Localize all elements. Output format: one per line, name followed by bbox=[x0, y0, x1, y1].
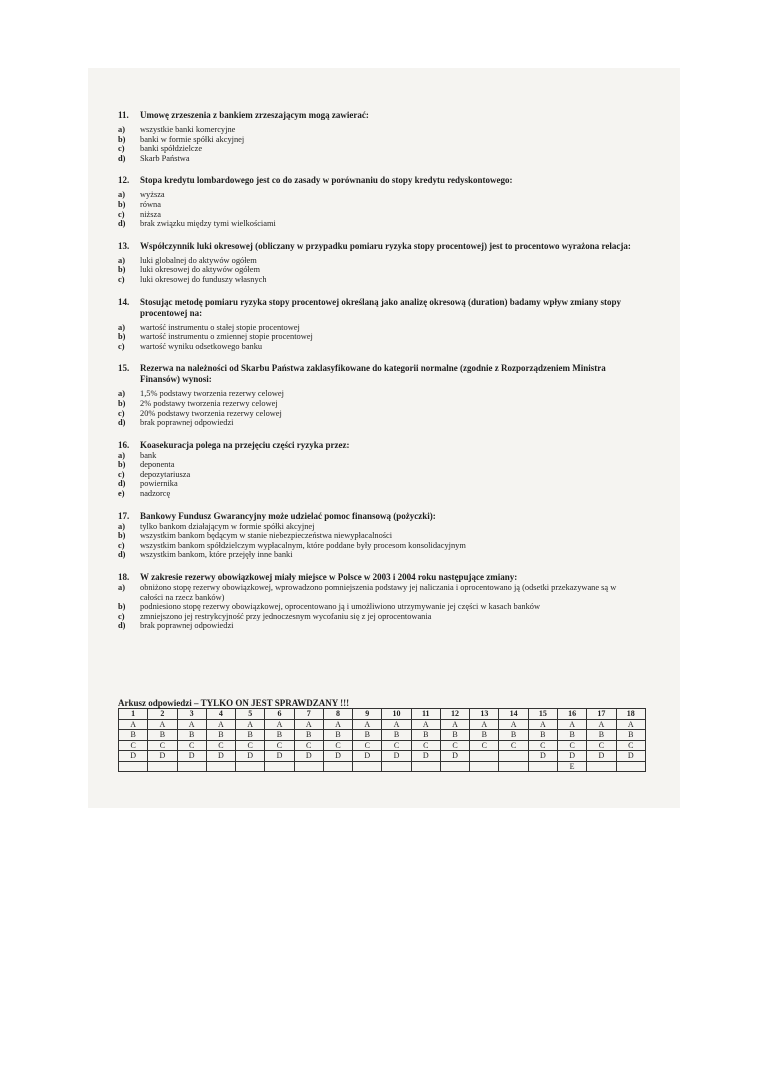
option bbox=[118, 265, 638, 275]
answer-cell[interactable] bbox=[265, 761, 294, 772]
answer-cell[interactable] bbox=[470, 761, 499, 772]
question-text: Stopa kredytu lombardowego jest co do zasady w porównaniu do stopy kredytu redyskontowego: bbox=[140, 175, 513, 186]
answer-cell[interactable]: D bbox=[587, 751, 616, 762]
question-16 bbox=[118, 440, 638, 499]
answer-cell[interactable]: D bbox=[382, 751, 411, 762]
option-text: nadzorcę bbox=[140, 489, 171, 499]
answer-cell[interactable]: C bbox=[499, 740, 528, 751]
option bbox=[118, 154, 638, 164]
answer-cell[interactable] bbox=[587, 761, 616, 772]
answer-cell[interactable]: A bbox=[440, 719, 469, 730]
option-text: obniżono stopę rezerwy obowiązkowej, wprowadzono pomniejszenia podstawy jej naliczania i oprocentowano ją (odsetki przekazywane są w całości na rzecz banków) bbox=[140, 583, 617, 602]
answer-cell[interactable]: D bbox=[119, 751, 148, 762]
answer-cell[interactable]: B bbox=[411, 730, 440, 741]
answer-cell[interactable] bbox=[440, 761, 469, 772]
option-text: podniesiono stopę rezerwy obowiązkowej, oprocentowano ją i umożliwiono utrzymywanie jej części w kasach banków bbox=[140, 602, 541, 612]
answer-row-e bbox=[119, 761, 646, 772]
option bbox=[118, 460, 638, 470]
answer-cell[interactable]: B bbox=[616, 730, 645, 741]
option bbox=[118, 135, 638, 145]
answer-row-c bbox=[119, 740, 646, 751]
answer-cell[interactable]: D bbox=[148, 751, 177, 762]
question-text: W zakresie rezerwy obowiązkowej miały miejsce w Polsce w 2003 i 2004 roku następujące zmiany: bbox=[140, 572, 518, 583]
option bbox=[118, 612, 638, 622]
option bbox=[118, 583, 638, 602]
answer-cell[interactable]: C bbox=[119, 740, 148, 751]
option-letter: a) bbox=[118, 521, 125, 531]
answer-column-number: 12 bbox=[440, 709, 469, 720]
option-text: wyższa bbox=[140, 190, 165, 200]
option-letter: c) bbox=[118, 408, 125, 418]
answer-column-number: 9 bbox=[353, 709, 382, 720]
option bbox=[118, 200, 638, 210]
answer-cell[interactable] bbox=[206, 761, 235, 772]
question-text: Stosując metodę pomiaru ryzyka stopy procentowej określaną jako analizę okresową (duration) badamy wpływ zmiany stopy procentowej na: bbox=[140, 296, 622, 318]
answer-cell[interactable]: B bbox=[236, 730, 265, 741]
answer-cell[interactable]: C bbox=[557, 740, 586, 751]
answer-column-number: 13 bbox=[470, 709, 499, 720]
answer-column-number: 6 bbox=[265, 709, 294, 720]
option-text: wszystkim bankom spółdzielczym wypłacalnym, które poddane były procesom konsolidacyjnym bbox=[140, 540, 466, 550]
question-number: 16. bbox=[118, 439, 130, 450]
answer-cell[interactable]: A bbox=[499, 719, 528, 730]
answer-cell[interactable]: C bbox=[587, 740, 616, 751]
option-text: brak poprawnej odpowiedzi bbox=[140, 418, 234, 428]
answer-cell[interactable]: A bbox=[236, 719, 265, 730]
answer-cell[interactable]: C bbox=[528, 740, 557, 751]
option-text: zmniejszono jej restrykcyjność przy jednoczesnym wycofaniu się z jej oprocentowania bbox=[140, 611, 432, 621]
answer-cell[interactable]: D bbox=[236, 751, 265, 762]
answer-cell[interactable]: E bbox=[557, 761, 586, 772]
option-letter: b) bbox=[118, 460, 126, 470]
answer-cell[interactable] bbox=[382, 761, 411, 772]
answer-cell[interactable] bbox=[411, 761, 440, 772]
question-text: Koasekuracja polega na przejęciu części ryzyka przez: bbox=[140, 439, 350, 450]
option-text: Skarb Państwa bbox=[140, 153, 190, 163]
option bbox=[118, 522, 638, 532]
option-letter: d) bbox=[118, 153, 126, 163]
answer-cell[interactable]: B bbox=[265, 730, 294, 741]
answer-cell[interactable]: D bbox=[411, 751, 440, 762]
answer-cell[interactable]: B bbox=[148, 730, 177, 741]
answer-cell[interactable]: C bbox=[411, 740, 440, 751]
answer-cell[interactable]: A bbox=[148, 719, 177, 730]
answer-cell[interactable]: D bbox=[265, 751, 294, 762]
answer-cell[interactable]: B bbox=[206, 730, 235, 741]
question-18 bbox=[118, 572, 638, 631]
answer-cell[interactable] bbox=[353, 761, 382, 772]
option-text: brak poprawnej odpowiedzi bbox=[140, 621, 234, 631]
option bbox=[118, 275, 638, 285]
answer-cell[interactable]: A bbox=[382, 719, 411, 730]
answer-cell[interactable]: D bbox=[206, 751, 235, 762]
option bbox=[118, 550, 638, 560]
answer-row-d bbox=[119, 751, 646, 762]
answer-cell[interactable]: A bbox=[528, 719, 557, 730]
answer-cell[interactable]: C bbox=[353, 740, 382, 751]
answer-cell[interactable]: A bbox=[557, 719, 586, 730]
answer-cell[interactable]: C bbox=[265, 740, 294, 751]
option-letter: a) bbox=[118, 255, 125, 265]
option-letter: a) bbox=[118, 450, 125, 460]
answer-cell[interactable]: B bbox=[499, 730, 528, 741]
option bbox=[118, 219, 638, 229]
answer-cell[interactable] bbox=[616, 761, 645, 772]
question-text: Umowę zrzeszenia z bankiem zrzeszającym mogą zawierać: bbox=[140, 110, 369, 120]
option-letter: a) bbox=[118, 322, 125, 332]
option-text: deponenta bbox=[140, 460, 175, 470]
option-letter: c) bbox=[118, 209, 125, 219]
option-text: luki okresowej do aktywów ogółem bbox=[140, 265, 261, 275]
option-letter: c) bbox=[118, 469, 125, 479]
option-text: wartość instrumentu o stałej stopie procentowej bbox=[140, 322, 300, 332]
answer-cell[interactable]: C bbox=[294, 740, 323, 751]
answer-cell[interactable]: B bbox=[323, 730, 352, 741]
option-letter: b) bbox=[118, 265, 126, 275]
answer-row-a bbox=[119, 719, 646, 730]
answer-cell[interactable]: C bbox=[148, 740, 177, 751]
option bbox=[118, 399, 638, 409]
question-text: Bankowy Fundusz Gwarancyjny może udzielać pomoc finansową (pożyczki): bbox=[140, 510, 436, 521]
answer-cell[interactable] bbox=[499, 751, 528, 762]
option bbox=[118, 621, 638, 631]
option bbox=[118, 256, 638, 266]
answer-cell[interactable]: A bbox=[353, 719, 382, 730]
option-text: tylko bankom działającym w formie spółki akcyjnej bbox=[140, 521, 315, 531]
option-letter: b) bbox=[118, 398, 126, 408]
option bbox=[118, 409, 638, 419]
answer-cell[interactable]: D bbox=[353, 751, 382, 762]
option-text: wszystkim bankom, które przejęły inne banki bbox=[140, 550, 293, 560]
question-number: 13. bbox=[118, 240, 130, 251]
answer-cell[interactable]: A bbox=[119, 719, 148, 730]
answer-cell[interactable]: C bbox=[616, 740, 645, 751]
option bbox=[118, 332, 638, 342]
option-letter: d) bbox=[118, 621, 126, 631]
question-list bbox=[118, 110, 638, 643]
option-text: banki w formie spółki akcyjnej bbox=[140, 134, 245, 144]
answer-column-number: 17 bbox=[587, 709, 616, 720]
option-letter: d) bbox=[118, 219, 126, 229]
question-text: Współczynnik luki okresowej (obliczany w przypadku pomiaru ryzyka stopy procentowej) jest to procentowo wyrażona relacja: bbox=[140, 240, 631, 251]
answer-cell[interactable]: B bbox=[382, 730, 411, 741]
answer-cell[interactable]: D bbox=[616, 751, 645, 762]
option-letter: a) bbox=[118, 583, 125, 593]
answer-column-number: 14 bbox=[499, 709, 528, 720]
option-letter: c) bbox=[118, 144, 125, 154]
question-13 bbox=[118, 241, 638, 285]
option-text: banki spółdzielcze bbox=[140, 144, 203, 154]
answer-cell[interactable]: A bbox=[323, 719, 352, 730]
option bbox=[118, 470, 638, 480]
option bbox=[118, 451, 638, 461]
answer-column-number: 2 bbox=[148, 709, 177, 720]
answer-cell[interactable]: C bbox=[177, 740, 206, 751]
option-text: bank bbox=[140, 450, 157, 460]
answer-column-number: 4 bbox=[206, 709, 235, 720]
answer-header-row bbox=[119, 709, 646, 720]
option-letter: b) bbox=[118, 199, 126, 209]
option-letter: c) bbox=[118, 611, 125, 621]
answer-column-number: 18 bbox=[616, 709, 645, 720]
option-letter: a) bbox=[118, 190, 125, 200]
answer-cell[interactable] bbox=[236, 761, 265, 772]
answer-cell[interactable]: C bbox=[206, 740, 235, 751]
answer-column-number: 5 bbox=[236, 709, 265, 720]
option-letter: b) bbox=[118, 602, 126, 612]
option-letter: b) bbox=[118, 332, 126, 342]
option-letter: d) bbox=[118, 479, 126, 489]
question-number: 17. bbox=[118, 510, 130, 521]
answer-cell[interactable] bbox=[148, 761, 177, 772]
option-text: 1,5% podstawy tworzenia rezerwy celowej bbox=[140, 389, 284, 399]
option-letter: b) bbox=[118, 134, 126, 144]
answer-cell[interactable] bbox=[323, 761, 352, 772]
option bbox=[118, 418, 638, 428]
answer-column-number: 10 bbox=[382, 709, 411, 720]
answer-column-number: 15 bbox=[528, 709, 557, 720]
answer-column-number: 3 bbox=[177, 709, 206, 720]
answer-cell[interactable]: C bbox=[382, 740, 411, 751]
answer-cell[interactable]: D bbox=[557, 751, 586, 762]
option-letter: e) bbox=[118, 489, 125, 499]
question-number: 11. bbox=[118, 110, 129, 120]
option-letter: d) bbox=[118, 418, 126, 428]
answer-cell[interactable] bbox=[177, 761, 206, 772]
option-letter: d) bbox=[118, 550, 126, 560]
answer-cell[interactable]: B bbox=[440, 730, 469, 741]
question-15 bbox=[118, 363, 638, 427]
option-letter: b) bbox=[118, 531, 126, 541]
answer-cell[interactable] bbox=[499, 761, 528, 772]
answer-cell[interactable]: A bbox=[616, 719, 645, 730]
answer-cell[interactable] bbox=[119, 761, 148, 772]
answer-cell[interactable]: D bbox=[177, 751, 206, 762]
answer-cell[interactable]: D bbox=[528, 751, 557, 762]
option-text: 2% podstawy tworzenia rezerwy celowej bbox=[140, 398, 278, 408]
option-letter: c) bbox=[118, 341, 125, 351]
question-number: 14. bbox=[118, 296, 130, 307]
option-text: luki globalnej do aktywów ogółem bbox=[140, 255, 257, 265]
option-text: 20% podstawy tworzenia rezerwy celowej bbox=[140, 408, 282, 418]
option bbox=[118, 389, 638, 399]
question-number: 12. bbox=[118, 175, 130, 186]
option bbox=[118, 125, 638, 135]
answer-sheet-title: Arkusz odpowiedzi – TYLKO ON JEST SPRAWDZANY !!! bbox=[118, 698, 350, 708]
answer-sheet-table bbox=[118, 708, 646, 772]
option bbox=[118, 144, 638, 154]
option bbox=[118, 323, 638, 333]
question-12 bbox=[118, 175, 638, 228]
answer-column-number: 7 bbox=[294, 709, 323, 720]
answer-cell[interactable]: B bbox=[119, 730, 148, 741]
answer-cell[interactable]: C bbox=[236, 740, 265, 751]
answer-column-number: 8 bbox=[323, 709, 352, 720]
answer-cell[interactable]: A bbox=[470, 719, 499, 730]
answer-cell[interactable]: C bbox=[470, 740, 499, 751]
option-letter: a) bbox=[118, 389, 125, 399]
option bbox=[118, 531, 638, 541]
answer-column-number: 16 bbox=[557, 709, 586, 720]
option-letter: c) bbox=[118, 540, 125, 550]
answer-cell[interactable] bbox=[528, 761, 557, 772]
option-text: wartość wyniku odsetkowego banku bbox=[140, 341, 263, 351]
option bbox=[118, 342, 638, 352]
question-14 bbox=[118, 297, 638, 352]
answer-cell[interactable]: C bbox=[440, 740, 469, 751]
answer-row-b bbox=[119, 730, 646, 741]
answer-cell[interactable]: D bbox=[323, 751, 352, 762]
answer-cell[interactable]: A bbox=[265, 719, 294, 730]
answer-cell[interactable]: B bbox=[587, 730, 616, 741]
option-text: depozytariusza bbox=[140, 469, 191, 479]
question-11 bbox=[118, 110, 638, 163]
option-text: wartość instrumentu o zmiennej stopie procentowej bbox=[140, 332, 313, 342]
answer-cell[interactable] bbox=[470, 751, 499, 762]
answer-cell[interactable]: A bbox=[177, 719, 206, 730]
answer-cell[interactable]: B bbox=[470, 730, 499, 741]
answer-cell[interactable]: C bbox=[323, 740, 352, 751]
option-text: powiernika bbox=[140, 479, 178, 489]
question-17 bbox=[118, 511, 638, 560]
answer-cell[interactable]: B bbox=[557, 730, 586, 741]
option-text: luki okresowej do funduszy własnych bbox=[140, 274, 267, 284]
option-letter: a) bbox=[118, 125, 125, 134]
option-text: niższa bbox=[140, 209, 161, 219]
answer-column-number: 1 bbox=[119, 709, 148, 720]
option bbox=[118, 190, 638, 200]
option-text: wszystkim bankom będącym w stanie niebezpieczeństwa niewypłacalności bbox=[140, 531, 393, 541]
answer-cell[interactable]: B bbox=[353, 730, 382, 741]
answer-cell[interactable]: B bbox=[177, 730, 206, 741]
answer-column-number: 11 bbox=[411, 709, 440, 720]
answer-cell[interactable]: A bbox=[411, 719, 440, 730]
option bbox=[118, 541, 638, 551]
answer-cell[interactable] bbox=[294, 761, 323, 772]
answer-cell[interactable]: D bbox=[440, 751, 469, 762]
answer-cell[interactable]: A bbox=[294, 719, 323, 730]
option-letter: c) bbox=[118, 274, 125, 284]
option bbox=[118, 479, 638, 489]
question-text: Rezerwa na należności od Skarbu Państwa zaklasyfikowane do kategorii normalne (zgodnie z Rozporządzeniem Ministra Finansów) wynosi: bbox=[140, 363, 606, 385]
answer-cell[interactable]: A bbox=[587, 719, 616, 730]
answer-cell[interactable]: A bbox=[206, 719, 235, 730]
option bbox=[118, 210, 638, 220]
answer-cell[interactable]: D bbox=[294, 751, 323, 762]
answer-cell[interactable]: B bbox=[528, 730, 557, 741]
question-number: 15. bbox=[118, 363, 130, 374]
question-number: 18. bbox=[118, 572, 130, 583]
option bbox=[118, 602, 638, 612]
option-text: brak związku między tymi wielkościami bbox=[140, 219, 276, 229]
option-text: wszystkie banki komercyjne bbox=[140, 125, 236, 134]
option-text: równa bbox=[140, 199, 161, 209]
answer-cell[interactable]: B bbox=[294, 730, 323, 741]
option bbox=[118, 489, 638, 499]
